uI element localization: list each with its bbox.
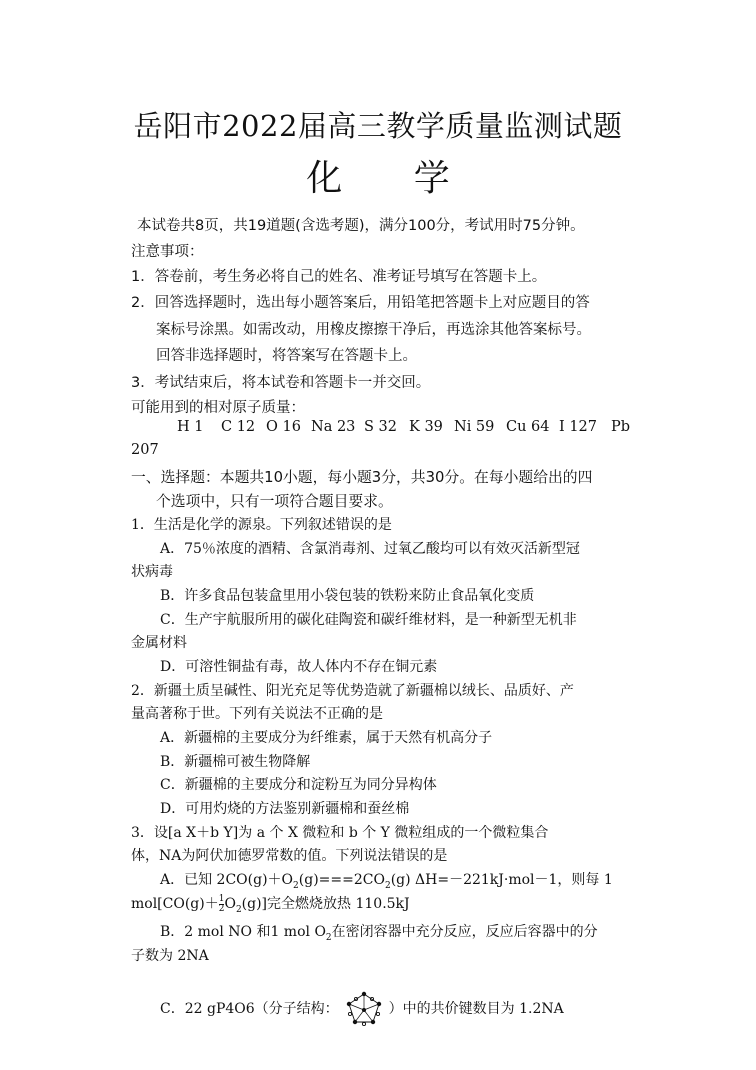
q3-option-b-cont: 子数为 2NA — [131, 948, 209, 964]
mass-wrap: 207 — [131, 442, 159, 458]
q2-option-a: A．新疆棉的主要成分为纤维素，属于天然有机高分子 — [160, 730, 493, 746]
q1-option-a: A．75％浓度的酒精、含氯消毒剂、过氧乙酸均可以有效灭活新型冠 — [160, 541, 580, 557]
mass-pb: Pb — [611, 419, 631, 435]
mass-k: K 39 — [409, 419, 443, 435]
q1-stem: 1．生活是化学的源泉。下列叙述错误的是 — [131, 517, 392, 533]
mass-h: H 1 — [177, 419, 204, 435]
p4o6-structure-icon — [343, 990, 385, 1028]
mass-na: Na 23 — [311, 419, 356, 435]
note-2-cont2: 回答非选择题时，将答案写在答题卡上。 — [156, 348, 417, 364]
q3-b-text-1: B．2 mol NO 和1 mol O — [160, 924, 326, 940]
q3-b-text-2: 在密闭容器中充分反应，反应后容器中的分 — [331, 924, 598, 940]
q3-stem-cont: 体，NA为阿伏加德罗常数的值。下列说法错误的是 — [131, 848, 448, 864]
fraction-denominator: 2 — [218, 903, 225, 914]
subscript: 2 — [293, 880, 299, 891]
fraction-numerator: 1 — [218, 893, 225, 904]
q3-c-text-2: ）中的共价键数目为 1.2NA — [388, 1001, 564, 1017]
mass-s: S 32 — [364, 419, 397, 435]
q2-option-b: B．新疆棉可被生物降解 — [160, 754, 311, 770]
q1-option-d: D．可溶性铜盐有毒，故人体内不存在铜元素 — [160, 659, 438, 675]
q3-a-text-3: (g) ΔH=－221kJ·mol－1，则每 1 — [390, 872, 613, 888]
q3-a-text-5: O — [224, 896, 236, 912]
q3-a-text-6: (g)]完全燃烧放热 110.5kJ — [241, 896, 410, 912]
atomic-mass-list — [177, 419, 630, 435]
q1-option-a-cont: 状病毒 — [131, 564, 173, 580]
mass-ni: Ni 59 — [454, 419, 495, 435]
mass-o: O 16 — [266, 419, 301, 435]
note-2: 2．回答选择题时，选出每小题答案后，用铅笔把答题卡上对应题目的答 — [131, 295, 590, 311]
mass-c: C 12 — [221, 419, 256, 435]
note-1: 1．答卷前，考生务必将自己的姓名、准考证号填写在答题卡上。 — [131, 269, 547, 285]
q2-stem: 2．新疆土质呈碱性、阳光充足等优势造就了新疆棉以绒长、品质好、产 — [131, 683, 574, 699]
q2-option-c: C．新疆棉的主要成分和淀粉互为同分异构体 — [160, 777, 437, 793]
q3-option-a-cont — [131, 893, 410, 915]
subject-title: 化 学 — [306, 158, 480, 199]
note-2-cont: 案标号涂黑。如需改动，用橡皮擦擦干净后，再选涂其他答案标号。 — [156, 322, 591, 338]
q2-stem-cont: 量高著称于世。下列有关说法不正确的是 — [131, 706, 383, 722]
q3-option-a — [160, 869, 613, 891]
q3-option-c — [160, 990, 564, 1028]
q3-a-text-4: mol[CO(g)＋ — [131, 896, 219, 912]
atomic-mass-heading: 可能用到的相对原子质量： — [131, 400, 305, 416]
mass-i: I 127 — [559, 419, 598, 435]
q3-stem: 3．设[a X＋b Y]为 a 个 X 微粒和 b 个 Y 微粒组成的一个微粒集合 — [131, 825, 549, 841]
note-3: 3．考试结束后，将本试卷和答题卡一并交回。 — [131, 375, 431, 391]
q1-option-b: B．许多食品包装盒里用小袋包装的铁粉来防止食品氧化变质 — [160, 588, 535, 604]
section1-heading: 一、选择题：本题共10小题，每小题3分，共30分。在每小题给出的四 — [131, 469, 593, 486]
q3-a-text-1: A．已知 2CO(g)＋O — [160, 872, 294, 888]
q3-c-text-1: C．22 gP4O6（分子结构： — [160, 1001, 339, 1017]
section1-heading-cont: 个选项中，只有一项符合题目要求。 — [156, 493, 393, 510]
subscript: 2 — [325, 932, 332, 943]
notes-heading: 注意事项： — [131, 244, 204, 260]
q1-option-c-cont: 金属材料 — [131, 635, 187, 651]
q1-option-c: C．生产宇航服所用的碳化硅陶瓷和碳纤维材料，是一种新型无机非 — [160, 612, 577, 628]
subscript: 2 — [384, 880, 391, 891]
q2-option-d: D．可用灼烧的方法鉴别新疆棉和蚕丝棉 — [160, 801, 410, 817]
q3-option-b — [160, 921, 598, 943]
subscript: 2 — [235, 904, 242, 915]
exam-summary: 本试卷共8页，共19道题(含选考题)，满分100分，考试用时75分钟。 — [137, 218, 585, 234]
q3-a-text-2: (g)===2CO — [298, 872, 385, 888]
mass-cu: Cu 64 — [506, 419, 550, 435]
exam-title: 岳阳市2022届高三教学质量监测试题 — [133, 109, 623, 143]
